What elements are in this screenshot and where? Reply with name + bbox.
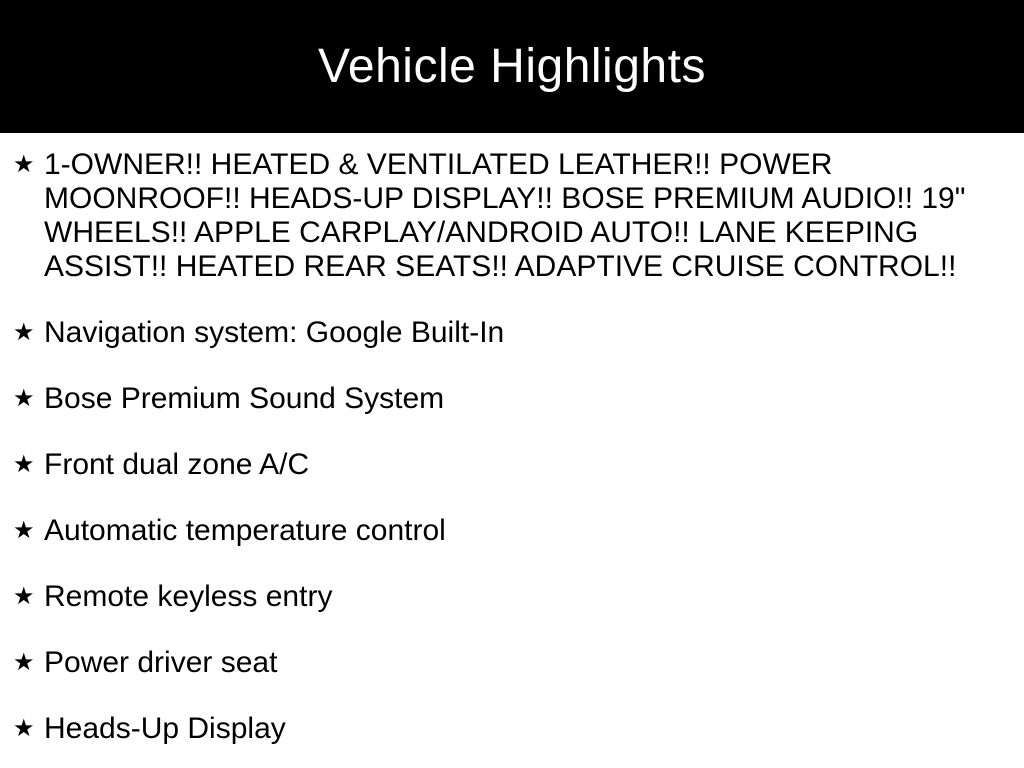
highlight-text: Front dual zone A/C [44, 448, 310, 481]
highlight-text: Bose Premium Sound System [44, 382, 445, 415]
highlight-text: Power driver seat [44, 646, 278, 679]
highlight-text: Heads-Up Display [44, 712, 286, 745]
highlight-text: 1-OWNER!! HEATED & VENTILATED LEATHER!! POWER MOONROOF!! HEADS-UP DISPLAY!! BOSE PREMIUM AUDIO!! 19" WHEELS!! APPLE CARPLAY/ANDROID AUTO!! LANE KEEPING ASSIST!! HEATED REAR SEATS!! ADAPTIVE CRUISE CONTROL!! [44, 148, 966, 283]
star-bullet-icon: ★ [13, 319, 35, 346]
star-bullet-icon: ★ [13, 517, 35, 544]
highlight-list-item [13, 580, 1024, 614]
highlight-list-item [13, 448, 1024, 482]
star-bullet-icon: ★ [13, 715, 35, 742]
star-bullet-icon: ★ [13, 583, 35, 610]
star-bullet-icon: ★ [13, 385, 35, 412]
highlights-list [13, 148, 1024, 746]
page-title: Vehicle Highlights [318, 40, 706, 93]
highlight-list-item [13, 712, 1024, 746]
highlight-text: Remote keyless entry [44, 580, 333, 613]
highlight-text: Navigation system: Google Built-In [44, 316, 505, 349]
title-bar [0, 0, 1024, 133]
highlights-section [0, 133, 1024, 746]
highlight-list-item [13, 148, 1024, 284]
star-bullet-icon: ★ [13, 151, 35, 178]
star-bullet-icon: ★ [13, 649, 35, 676]
highlight-list-item [13, 646, 1024, 680]
highlight-text: Automatic temperature control [44, 514, 446, 547]
highlight-list-item [13, 382, 1024, 416]
star-bullet-icon: ★ [13, 451, 35, 478]
highlight-list-item [13, 514, 1024, 548]
highlight-list-item [13, 316, 1024, 350]
